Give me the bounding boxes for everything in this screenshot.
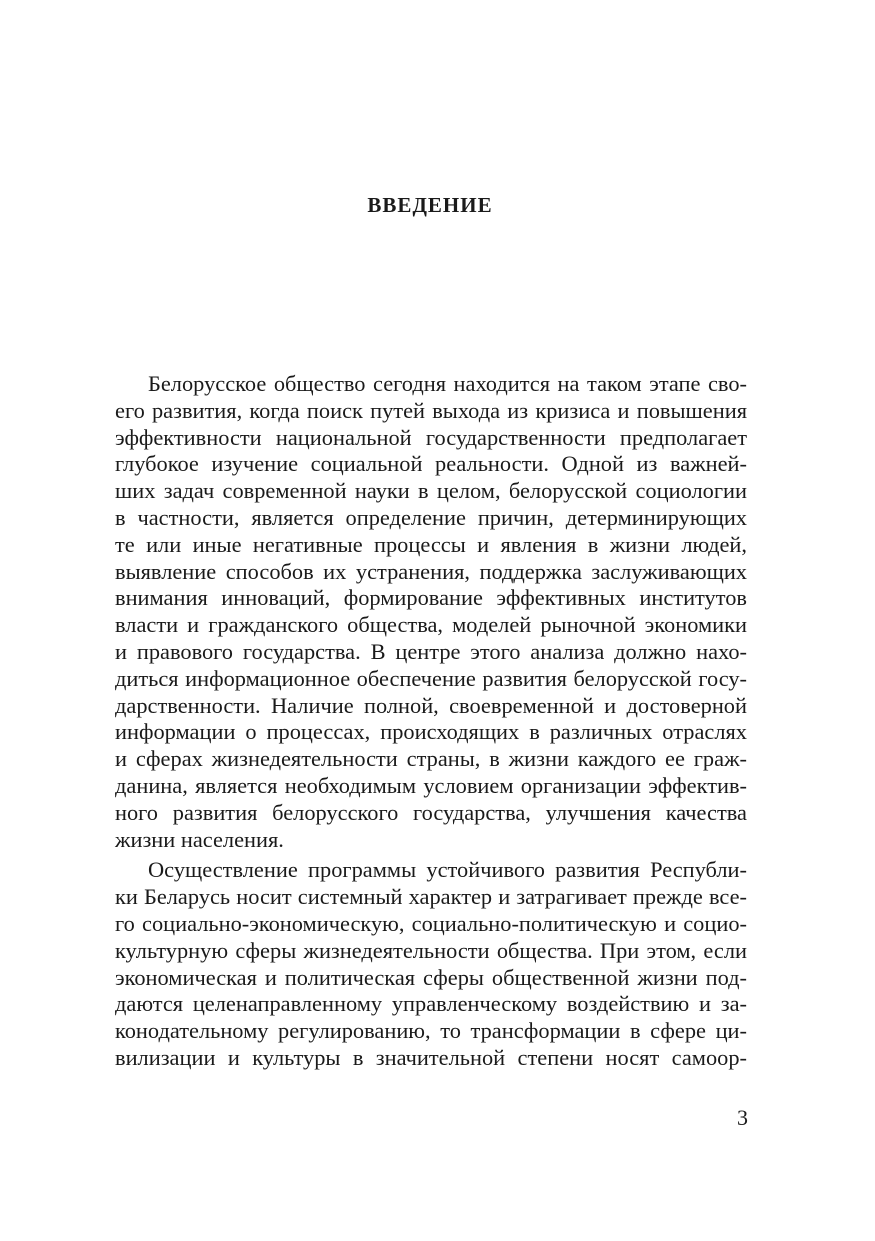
text-line: ших задач современной науки в целом, белорусской социологии [115,478,747,504]
text-line: ки Беларусь носит системный характер и затрагивает прежде все- [115,884,747,910]
text-line: го социально-экономическую, социально-политическую и социо- [115,910,747,936]
text-line: власти и гражданского общества, моделей рыночной экономики [115,612,747,638]
page-number: 3 [737,1105,748,1130]
text-line: глубокое изучение социальной реальности. Одной из важней- [115,451,747,477]
text-line: и правового государства. В центре этого анализа должно нахо- [115,638,747,664]
text-line: конодательному регулированию, то трансформации в сфере ци- [115,1018,747,1044]
text-line: Осуществление программы устойчивого развития Республи- [148,857,747,883]
body-text [115,371,747,1072]
text-line: те или иные негативные процессы и явления в жизни людей, [115,531,747,557]
text-line: и сферах жизнедеятельности страны, в жизни каждого ее граж- [115,746,747,772]
text-line: эффективности национальной государственности предполагает [115,424,747,450]
paragraph [115,857,747,1071]
chapter-heading: ВВЕДЕНИЕ [367,193,493,217]
text-line: жизни населения. [115,826,284,852]
text-line: даются целенаправленному управленческому воздействию и за- [115,991,747,1017]
text-line: вилизации и культуры в значительной степени носят самоор- [115,1044,747,1070]
text-line: в частности, является определение причин, детерминирующих [115,504,747,530]
text-line: диться информационное обеспечение развития белорусской госу- [115,665,747,691]
text-line: экономическая и политическая сферы общественной жизни под- [115,964,747,990]
text-line: внимания инноваций, формирование эффективных институтов [115,585,747,611]
text-line: данина, является необходимым условием организации эффектив- [115,772,747,798]
text-line: дарственности. Наличие полной, своевременной и достоверной [115,692,747,718]
text-line: информации о процессах, происходящих в различных отраслях [115,719,747,745]
text-line: его развития, когда поиск путей выхода из кризиса и повышения [115,397,747,423]
text-line: Белорусское общество сегодня находится на таком этапе сво- [148,371,747,396]
text-line: ного развития белорусского государства, улучшения качества [115,799,747,825]
paragraph [115,371,747,853]
text-line: выявление способов их устранения, поддержка заслуживающих [115,558,747,584]
text-line: культурную сферы жизнедеятельности общества. При этом, если [115,937,747,963]
